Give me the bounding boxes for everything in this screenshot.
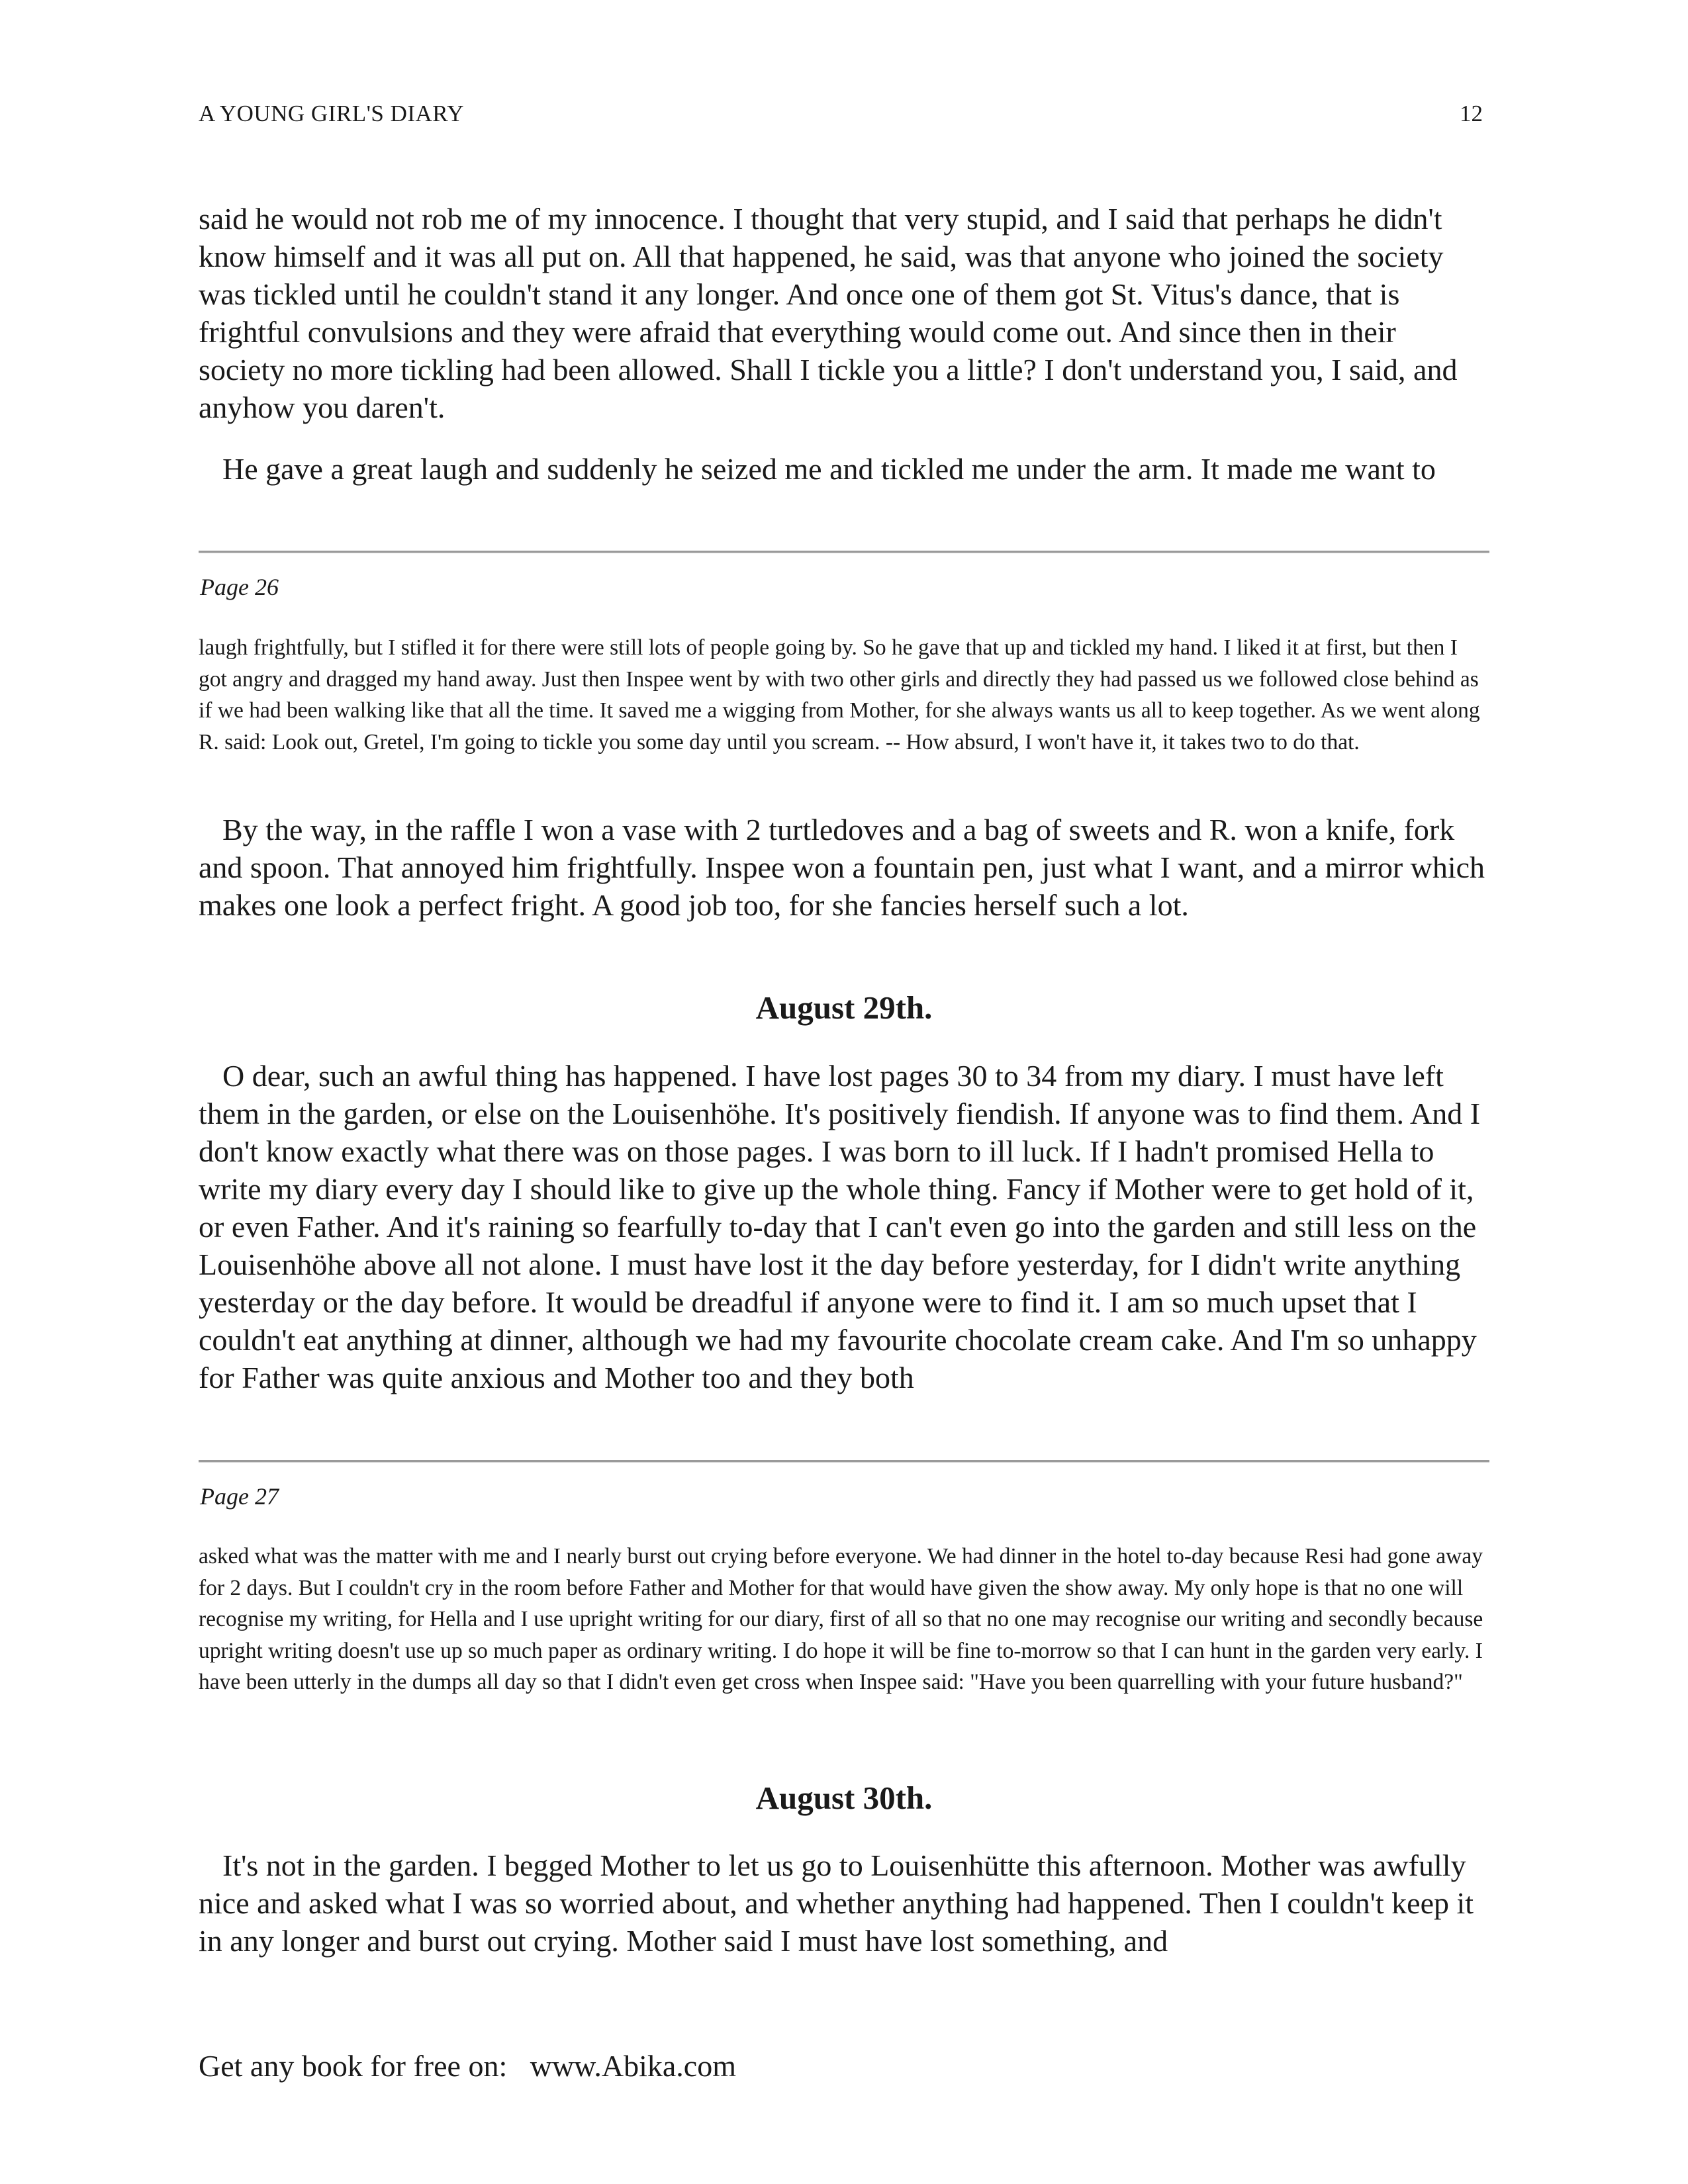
paragraph: O dear, such an awful thing has happened. I have lost pages 30 to 34 from my diary. I must have left them in the garden, or else on the Louisenhöhe. It's positively fiendish. If anyone was to find them. And I don't know exactly what there was on those pages. I was born to ill luck. If I hadn't promised Hella to write my diary every day I should like to give up the whole thing. Fancy if Mother were to get hold of it, or even Father. And it's raining so fearfully to-day that I can't even go into the garden and still less on the Louisenhöhe above all not alone. I must have lost it the day before yesterday, for I didn't write anything yesterday or the day before. It would be dreadful if anyone were to find it. I am so much upset that I couldn't eat anything at dinner, although we had my favourite chocolate cream cake. And I'm so unhappy for Father was quite anxious and Mother too and they both <box>199 1059 1481 1394</box>
paragraph: It's not in the garden. I begged Mother to let us go to Louisenhütte this afternoon. Mother was awfully nice and asked what I was so worried about, and whether anything had happened. Then I couldn't keep it in any longer and burst out crying. Mother said I must have lost something, and <box>199 1848 1474 1958</box>
paragraph: asked what was the matter with me and I nearly burst out crying before everyone. We had dinner in the hotel to-day because Resi had gone away for 2 days. But I couldn't cry in the room before Father and Mother for that would have given the show away. My only hope is that no one will recognise my writing, for Hella and I use upright writing for our diary, first of all so that no one may recognise our writing and secondly because upright writing doesn't use up so much paper as ordinary writing. I do hope it will be fine to-morrow so that I can hunt in the garden very early. I have been utterly in the dumps all day so that I didn't even get cross when Inspee said: "Have you been quarrelling with your future husband?" <box>199 1544 1483 1694</box>
section-divider <box>199 551 1489 553</box>
paragraph: said he would not rob me of my innocence. I thought that very stupid, and I said that perhaps he didn't know himself and it was all put on. All that happened, he said, was that anyone who joined the society was tickled until he couldn't stand it any longer. And once one of them got St. Vitus's dance, that is frightful convulsions and they were afraid that everything would come out. And since then in their society no more tickling had been allowed. Shall I tickle you a little? I don't understand you, I said, and anyhow you daren't. <box>199 202 1458 424</box>
section-divider <box>199 1460 1489 1463</box>
paragraph: laugh frightfully, but I stifled it for there were still lots of people going by. So he gave that up and tickled my hand. I liked it at first, but then I got angry and dragged my hand away. Just then Inspee went by with two other girls and directly they had passed us we followed close behind as if we had been walking like that all the time. It saved me a wigging from Mother, for she always wants us all to keep together. As we went along R. said: Look out, Gretel, I'm going to tickle you some day until you scream. -- How absurd, I won't have it, it takes two to do that. <box>199 635 1480 754</box>
page-number: 12 <box>1460 101 1483 126</box>
footer-promo: Get any book for free on: www.Abika.com <box>199 2049 737 2083</box>
paragraph: By the way, in the raffle I won a vase with 2 turtledoves and a bag of sweets and R. won a knife, fork and spoon. That annoyed him frightfully. Inspee won a fountain pen, just what I want, and a mirror which makes one look a perfect fright. A good job too, for she fancies herself such a lot. <box>199 813 1485 922</box>
running-title: A YOUNG GIRL'S DIARY <box>199 101 464 126</box>
entry-date: August 30th. <box>755 1780 933 1816</box>
paragraph: He gave a great laugh and suddenly he seized me and tickled me under the arm. It made me want to <box>222 452 1436 486</box>
original-page-marker: Page 26 <box>200 574 279 600</box>
original-page-marker: Page 27 <box>200 1483 279 1510</box>
entry-date: August 29th. <box>755 989 933 1026</box>
